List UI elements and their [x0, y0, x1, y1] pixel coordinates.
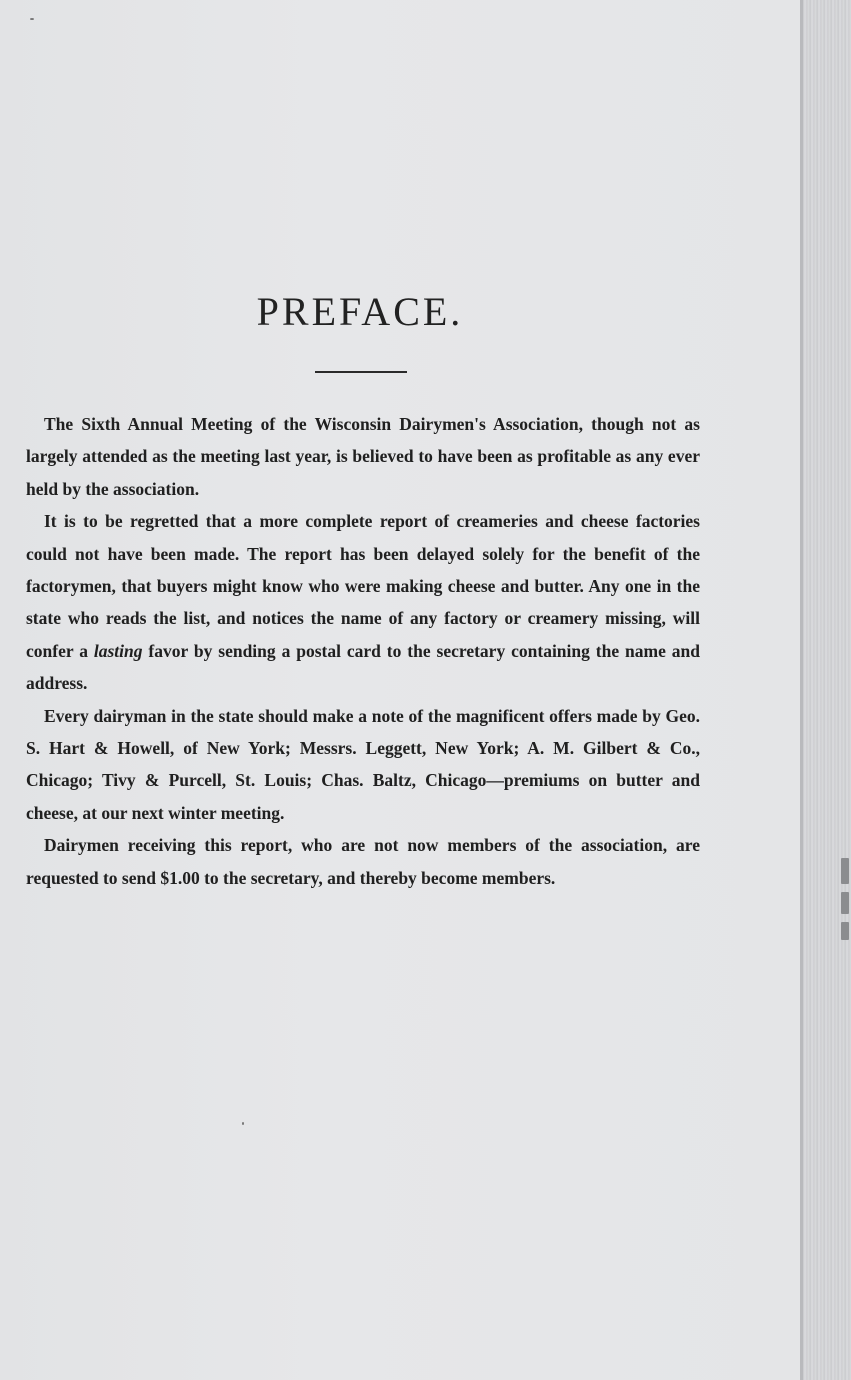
- paper-speck: [30, 18, 34, 20]
- title-divider: [315, 371, 407, 373]
- paragraph-4: Dairymen receiving this report, who are not now members of the association, are requested to send $1.00 to the secretary, and thereby become members.: [26, 835, 700, 888]
- emphasized-word: lasting: [93, 640, 143, 661]
- edge-mark: [841, 892, 849, 914]
- paper-speck: [242, 1122, 244, 1125]
- paragraph-2-end: favor by sending a postal card to the secretary containing the name and address.: [26, 640, 700, 694]
- page-title: PREFACE.: [256, 289, 464, 334]
- paragraph-2-start: It is to be regretted that a more complete report of creameries and cheese factories could not have been made. The report has been delayed solely for the benefit of the factorymen, that buyers might know who were making cheese and butter. Any one in the state who reads the list, and notices the name of any factory or creamery missing, will confer a: [26, 511, 700, 661]
- paragraph-1: The Sixth Annual Meeting of the Wisconsin Dairymen's Association, though not as largely attended as the meeting last year, is believed to have been as profitable as any ever held by the association.: [26, 414, 700, 499]
- page-stack-edge: [800, 0, 851, 1380]
- edge-mark: [841, 922, 849, 940]
- preface-body: [26, 408, 700, 894]
- edge-mark: [841, 858, 849, 884]
- paragraph-3: Every dairyman in the state should make a note of the magnificent offers made by Geo. S. Hart & Howell, of New York; Messrs. Leggett, New York; A. M. Gilbert & Co., Chicago; Tivy & Purcell, St. Louis; Chas. Baltz, Chicago—premiums on butter and cheese, at our next winter meeting.: [26, 705, 700, 823]
- paragraph-2: [26, 505, 700, 699]
